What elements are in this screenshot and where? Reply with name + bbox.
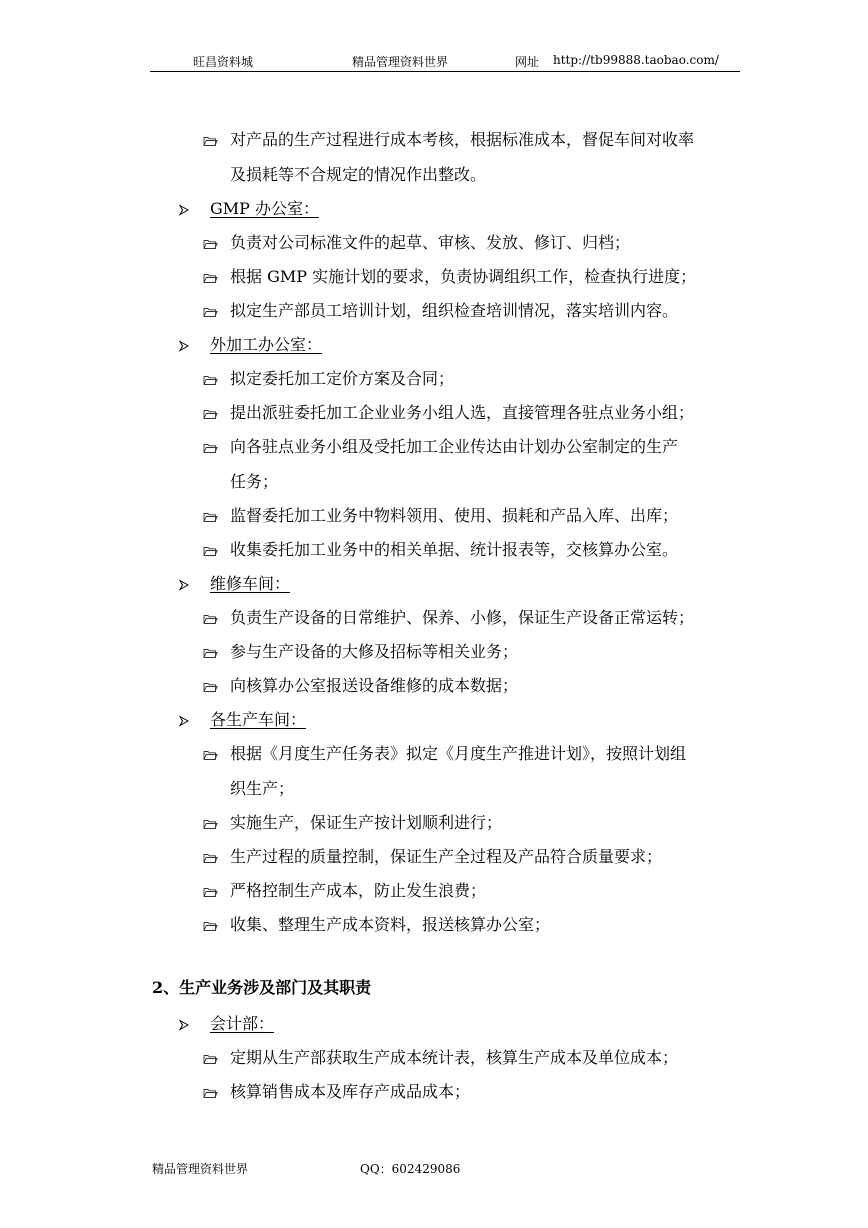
open-folder-icon [203,1051,218,1071]
list-item-text: 核算销售成本及库存产成品成本； [230,1082,471,1101]
list-item-text: 监督委托加工业务中物料领用、使用、损耗和产品入库、出库； [230,506,679,525]
open-folder-icon [203,884,218,904]
list-item-text: 收集、整理生产成本资料，报送核算办公室； [230,915,551,934]
header-title: 精品管理资料世界 [352,55,449,69]
open-folder-icon [203,304,218,324]
list-item-text: 提出派驻委托加工企业业务小组人选，直接管理各驻点业务小组； [230,403,695,422]
list-item-text: 参与生产设备的大修及招标等相关业务； [230,642,519,661]
open-folder-icon [203,1085,218,1105]
list-item-text: 向核算办公室报送设备维修的成本数据； [230,676,519,695]
section-title: 会计部： [210,1014,275,1033]
list-item-text: 及损耗等不合规定的情况作出整改。 [230,165,487,184]
list-item-text: 对产品的生产过程进行成本考核，根据标准成本，督促车间对收率 [230,130,695,149]
section-title: GMP 办公室： [210,199,320,218]
open-folder-icon [203,747,218,767]
list-item-text: 任务； [230,472,279,491]
header-divider [150,71,740,72]
list-item-text: 根据《月度生产任务表》拟定《月度生产推进计划》，按照计划组 [230,744,687,763]
list-item-text: 严格控制生产成本，防止发生浪费； [230,881,487,900]
list-item-text: 收集委托加工业务中的相关单据、统计报表等，交核算办公室。 [230,540,679,559]
list-item-text: 拟定委托加工定价方案及合同； [230,369,455,388]
open-folder-icon [203,509,218,529]
list-item-text: 定期从生产部获取生产成本统计表，核算生产成本及单位成本； [230,1048,679,1067]
list-item-text: 生产过程的质量控制，保证生产全过程及产品符合质量要求； [230,847,663,866]
open-folder-icon [203,543,218,563]
arrow-right-icon [178,339,190,359]
open-folder-icon [203,645,218,665]
arrow-right-icon [178,1018,190,1038]
list-item-text: 根据 GMP 实施计划的要求，负责协调组织工作，检查执行进度； [230,267,697,286]
arrow-right-icon [178,203,190,223]
list-item-text: 向各驻点业务小组及受托加工企业传达由计划办公室制定的生产 [230,437,679,456]
open-folder-icon [203,850,218,870]
section-title: 各生产车间： [210,710,307,729]
open-folder-icon [203,440,218,460]
open-folder-icon [203,918,218,938]
list-item-text: 拟定生产部员工培训计划，组织检查培训情况，落实培训内容。 [230,301,679,320]
open-folder-icon [203,133,218,153]
open-folder-icon [203,611,218,631]
list-item-text: 负责对公司标准文件的起草、审核、发放、修订、归档； [230,233,631,252]
section-title: 外加工办公室： [210,335,323,354]
list-item-text: 负责生产设备的日常维护、保养、小修，保证生产设备正常运转； [230,608,695,627]
chapter-heading: 2、生产业务涉及部门及其职责 [152,978,372,997]
list-item-text: 织生产； [230,779,295,798]
header-url[interactable]: http://tb99888.taobao.com/ [553,53,719,67]
list-item-text: 实施生产，保证生产按计划顺利进行； [230,813,503,832]
footer-title: 精品管理资料世界 [152,1162,249,1176]
open-folder-icon [203,679,218,699]
arrow-right-icon [178,578,190,598]
open-folder-icon [203,236,218,256]
open-folder-icon [203,406,218,426]
footer-qq: QQ：602429086 [360,1162,461,1176]
arrow-right-icon [178,714,190,734]
open-folder-icon [203,816,218,836]
open-folder-icon [203,372,218,392]
header-url-label: 网址 [515,55,540,69]
section-title: 维修车间： [210,574,291,593]
header-site-name: 旺昌资料城 [193,55,254,69]
open-folder-icon [203,270,218,290]
